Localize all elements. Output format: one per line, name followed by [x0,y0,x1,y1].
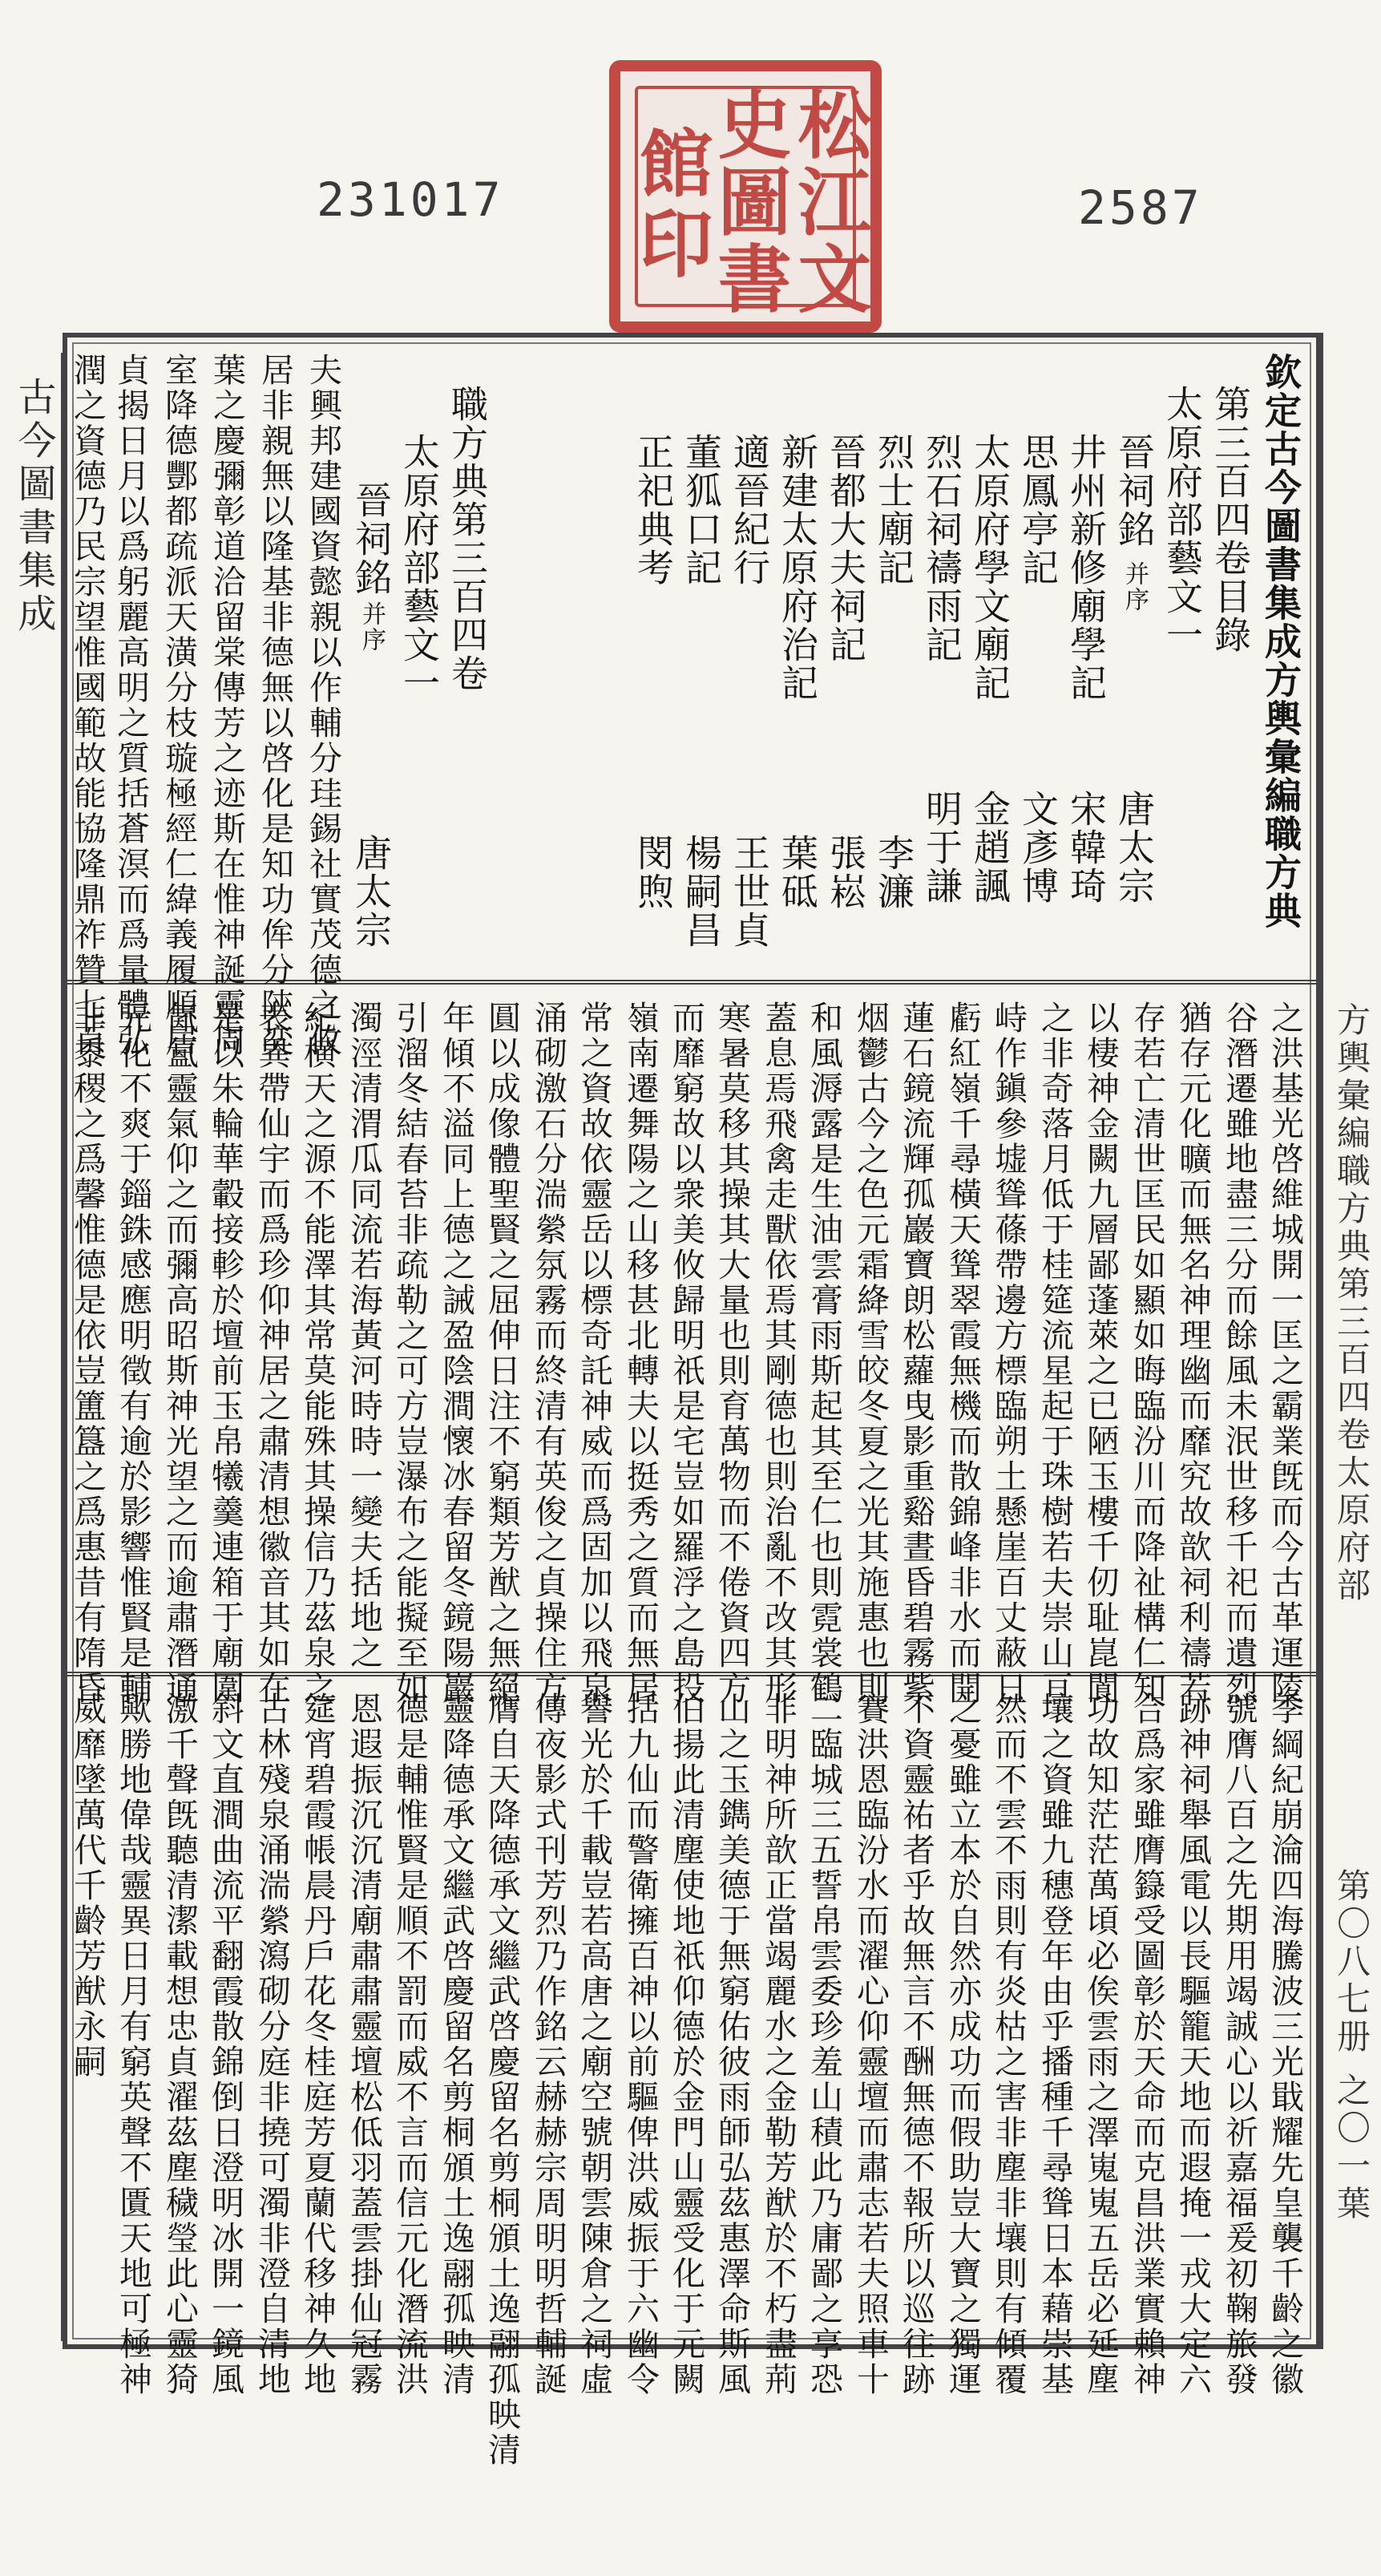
text-column: 貞揭日月以爲躬麗高明之質括蒼溟而爲量體弘 [111,353,150,1058]
block-divider-top [63,980,1321,985]
margin-rule [1321,333,1323,2349]
collection-seal [609,60,882,333]
toc-author: 閔煦 [632,834,675,911]
text-column: 蓋息焉飛禽走獸依焉其剛德也則治亂不改其形 [759,1001,798,1706]
text-column: 存若亡清世匡民如顯如晦臨汾川而降祉構仁知 [1128,1001,1166,1706]
seal-char: 圖 [717,160,792,246]
seal-char: 史 [717,83,792,169]
text-column: 筵宵碧霞帳晨丹戶花冬桂庭芳夏蘭代移神久地 [298,1692,337,2397]
text-column: 居非親無以隆基非德無以啓化是知功侔分陝奕 [256,353,294,1058]
text-column: 氤氳靈氣仰之而彌高昭斯神光望之而逾肅潛通 [160,1001,199,1706]
body-section: 太原府部藝文一 [398,433,441,702]
toc-title: 新建太原府治記 [776,433,819,702]
toc-title: 思鳳亭記 [1016,433,1060,587]
seal-char: 江 [798,160,872,246]
toc-title: 適晉紀行 [728,433,771,587]
text-column: 靈降德承文繼武啓慶留名剪桐頒土逸翮孤映清 [437,1692,475,2397]
seal-char: 館 [639,121,713,208]
toc-title: 晉都大夫祠記 [824,433,867,664]
section-heading: 太原府部藝文一 [1161,385,1204,654]
toc-title: 井州新修廟學記 [1064,433,1108,702]
text-column: 峙作鎭參墟聳蓧帶邊方標臨朔土懸崖百丈蔽日 [989,1001,1028,1706]
text-column: 而靡窮故以衆美攸歸明祇是宅豈如羅浮之島投 [667,1001,705,1706]
text-column: 之憂雖立本於自然亦成功而假助豈大寶之獨運 [943,1692,982,2397]
text-column: 德是輔惟賢是順不罰而威不言而信元化潛流洪 [390,1692,429,2397]
text-column: 濁涇清渭瓜同流若海黃河時時一變夫括地之 [345,1001,383,1671]
text-column: 烟鬱古今之色元霜絳雪皎冬夏之光其施惠也則 [851,1001,890,1706]
text-column: 常之資故依靈岳以標奇託神威而爲固加以飛泉 [575,1001,613,1706]
toc-author: 文彥博 [1016,790,1060,905]
text-column: 引溜冬結春苔非疏勒之可方豈瀑布之能擬至如 [390,1001,429,1706]
text-column: 恩遐振沉沉清廟肅肅靈壇松低羽蓋雲掛仙冠霧 [345,1692,383,2397]
text-column: 季綱紀崩淪四海騰波三光戢耀先皇襲千齡之徽 [1266,1692,1304,2397]
toc-author: 唐太宗 [1112,790,1156,905]
body-entry-author: 唐太宗 [349,834,393,949]
toc-author: 張崧 [824,834,867,911]
toc-author: 李濂 [872,834,915,911]
toc-title: 董狐口記 [680,433,723,587]
toc-title: 烈士廟記 [872,433,915,587]
text-column: 虧紅嶺千尋橫天聳翠霞無機而散錦峰非水而開 [943,1001,982,1706]
left-page-edge [11,353,63,2341]
book-title: 欽定古今圖書集成方輿彙編職方典 [1259,353,1302,930]
text-column: 括九仙而警衛擁百神以前驅俾洪威振于六幽令 [621,1692,660,2397]
margin-volume: 第〇八七册 [1332,1868,1371,2056]
text-column: 功故知茫茫萬頃必俟雲雨之澤嵬嵬五岳必延塵 [1081,1692,1120,2397]
text-column: 山之玉鐫美德于無窮佑彼雨師弘茲惠澤命斯風 [713,1692,751,2397]
text-column: 然而不雲不雨則有炎枯之害非塵非壤則有傾覆 [989,1692,1028,2397]
text-column: 蓮石鏡流輝孤巖寶朗松蘿曳影重谿晝昏碧霧紫 [897,1001,935,1706]
text-column: 壤之資雖九穗登年由乎播種千尋聳日本藉崇基 [1036,1692,1074,2397]
text-column: 谷潛遷雖地盡三分而餘風未泯世移千祀而遺烈 [1220,1001,1258,1706]
text-column: 夫興邦建國資懿親以作輔分珪錫社實茂德之攸 [304,353,342,1058]
text-column: 激千聲旣聽清潔載想忠貞濯茲塵穢瑩此心靈猗 [160,1692,199,2397]
toc-author: 宋韓琦 [1064,790,1108,905]
text-column: 嶺南遷舞陽之山移甚北轉夫以挺秀之質而無居 [621,1001,660,1706]
text-column: 斜文直澗曲流平翻霞散錦倒日澄明冰開一鏡風 [206,1692,244,2397]
margin-title: 方輿彙編職方典第三百四卷太原府部 [1332,1002,1371,1605]
toc-title: 烈石祠禱雨記 [920,433,963,664]
text-column: 之非奇落月低于桂筵流星起于珠樹若夫崇山亘 [1036,1001,1074,1706]
text-column: 非黍稷之爲馨惟德是依豈簠簋之爲惠昔有隋昏 [68,1001,107,1706]
toc-title: 正祀典考 [632,433,675,587]
text-column: 表異帶仙宇而爲珍仰神居之肅清想徽音其如在 [252,1001,291,1706]
text-column: 和風溽露是生油雲膏雨斯起其至仁也則霓裳鶴 [805,1001,843,1706]
toc-author: 楊嗣昌 [680,834,723,949]
text-column: 譽光於千載豈若高唐之廟空號朝雲陳倉之祠虛 [575,1692,613,2397]
text-column: 元化不爽于錙銖感應明徵有逾於影響惟賢是輔 [114,1001,152,1706]
text-column: 葉之慶彌彰道洽留棠傳芳之迹斯在惟神誕靈周 [208,353,246,1058]
body-entry-note: 并序 [357,601,386,653]
text-column: 以棲神金闕九層鄙蓬萊之已陋玉樓千仞耻崑閬 [1081,1001,1120,1706]
seal-char: 松 [798,83,872,169]
text-column: 年傾不溢同上德之誡盈陰澗懷冰春留冬鏡陽巖 [437,1001,475,1706]
text-column: 號膺八百之先期用竭誠心以祈嘉福爰初鞠旅發 [1220,1692,1258,2397]
seal-char: 文 [798,237,872,323]
text-column: 賽洪恩臨汾水而濯心仰靈壇而肅志若夫照車十 [851,1692,890,2397]
toc-author: 明于謙 [920,790,963,905]
text-column: 圓以成像體聖賢之屈伸日注不窮類芳猷之無絕 [483,1001,521,1706]
text-column: 傳夜影式刊芳烈乃作銘云赫赫宗周明明哲輔誕 [529,1692,567,2397]
text-column: 不資靈祐者乎故無言不酬無德不報所以巡往跡 [897,1692,935,2397]
toc-note: 并序 [1121,561,1149,613]
text-column: 室降德酆都疏派天潢分枝璇極經仁緯義履順居 [160,353,198,1058]
toc-title: 晉祠銘 [1112,433,1156,548]
body-entry-title: 晉祠銘 [349,481,393,596]
toc-author: 金趙諷 [968,790,1012,905]
text-column: 之洪基光啓維城開一匡之霸業旣而今古革運陵 [1266,1001,1304,1706]
text-column: 歟勝地偉哉靈異日月有窮英聲不匱天地可極神 [114,1692,152,2397]
text-column: 潤之資德乃民宗望惟國範故能協隆鼎祚贊七百 [68,353,107,1058]
text-column: 古林殘泉涌湍縈瀉砌分庭非撓可濁非澄自清地 [252,1692,291,2397]
text-column: 威靡墜萬代千齡芳猷永嗣 [68,1692,107,2080]
body-heading: 職方典第三百四卷 [446,385,489,693]
toc-author: 葉砥 [776,834,819,911]
text-column: 涌砌激石分湍縈氛霧而終清有英俊之貞操住方 [529,1001,567,1706]
volume-heading: 第三百四卷目錄 [1209,385,1252,654]
text-column: 合爲家雖膺籙受圖彰於天命而克昌洪業實賴神 [1128,1692,1166,2397]
text-column: 膺自天降德承文繼武啓慶留名剪桐頒土逸翮孤映清 [483,1692,521,2468]
toc-author: 王世貞 [728,834,771,949]
text-column: 猶存元化曠而無名神理幽而靡究故歆祠利禱若 [1173,1001,1212,1706]
seal-char: 書 [717,237,792,323]
catalog-number-left: 231017 [317,172,504,227]
text-column: 寒暑莫移其操其大量也則育萬物而不倦資四方 [713,1001,751,1706]
toc-title: 太原府學文廟記 [968,433,1012,702]
left-edge-title: 古今圖書集成 [11,377,56,637]
catalog-number-right: 2587 [1078,180,1203,235]
seal-char: 印 [639,201,713,288]
text-column: 紀横天之源不能澤其常莫能殊其操信乃茲泉之 [298,1001,337,1706]
text-column: 跡神祠舉風電以長驅籠天地而遐掩一戎大定六 [1173,1692,1212,2397]
text-column: 二臨城三五誓帛雲委珍羞山積此乃庸鄙之享恐 [805,1692,843,2397]
text-column: 伯揚此清塵使地祇仰德於金門山靈受化于元闕 [667,1692,705,2397]
text-column: 非明神所歆正當竭麗水之金勒芳猷於不朽盡荊 [759,1692,798,2397]
margin-leaf: 之〇一葉 [1332,2073,1371,2223]
text-column: 是以朱輪華轂接軫於壇前玉帛犧羹連箱于廟圍 [206,1001,244,1706]
